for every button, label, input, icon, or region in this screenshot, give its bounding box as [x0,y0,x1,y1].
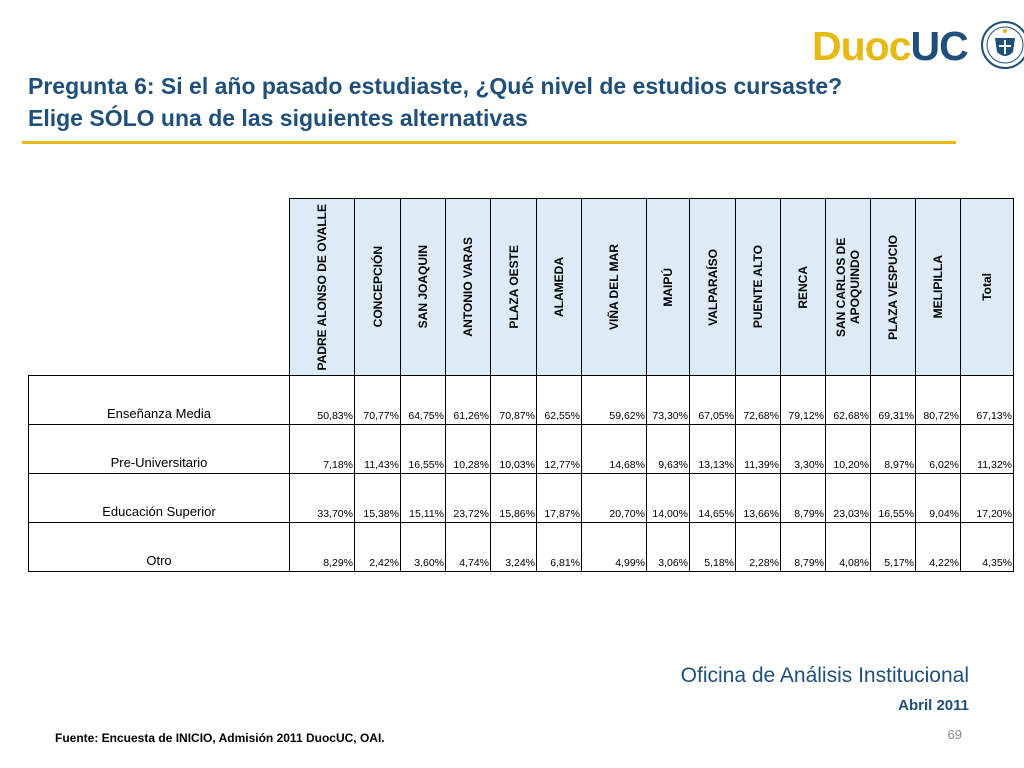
title-underline [22,141,956,144]
table-cell: 11,32% [961,425,1014,474]
table-cell: 8,79% [781,474,826,523]
table-cell: 7,18% [290,425,355,474]
table-cell: 4,35% [961,523,1014,572]
column-header: SAN CARLOS DE APOQUINDO [826,199,871,376]
table-cell: 12,77% [537,425,582,474]
logo-uc: UC [910,23,968,69]
table-cell: 5,17% [871,523,916,572]
table-cell: 62,55% [537,376,582,425]
table-cell: 15,11% [401,474,446,523]
table-cell: 3,60% [401,523,446,572]
table-cell: 5,18% [690,523,736,572]
logo-duoc: Duoc [812,23,911,69]
table-cell: 9,04% [916,474,961,523]
table-body [29,376,1014,572]
column-header: MAIPÚ [647,199,690,376]
table-cell: 73,30% [647,376,690,425]
table-cell: 16,55% [871,474,916,523]
table-cell: 2,42% [355,523,401,572]
table-cell: 4,08% [826,523,871,572]
column-header: ALAMEDA [537,199,582,376]
source-note: Fuente: Encuesta de INICIO, Admisión 2011 DuocUC, OAI. [55,731,385,745]
table-cell: 33,70% [290,474,355,523]
column-header: PUENTE ALTO [736,199,781,376]
table-row [29,523,1014,572]
duocuc-logo [812,20,1017,74]
table-cell: 8,79% [781,523,826,572]
table-cell: 64,75% [401,376,446,425]
table-cell: 17,87% [537,474,582,523]
column-header: PLAZA VESPUCIO [871,199,916,376]
table-cell: 61,26% [446,376,491,425]
table-cell: 62,68% [826,376,871,425]
table-cell: 72,68% [736,376,781,425]
table-cell: 16,55% [401,425,446,474]
title-line-2: Elige SÓLO una de las siguientes alternativas [28,105,528,131]
table-row [29,474,1014,523]
table-header-row [29,199,1014,376]
table-cell: 23,72% [446,474,491,523]
table-cell: 4,99% [582,523,647,572]
table-cell: 6,81% [537,523,582,572]
table-cell: 8,97% [871,425,916,474]
table-cell: 14,00% [647,474,690,523]
table-cell: 4,22% [916,523,961,572]
table-cell: 13,13% [690,425,736,474]
row-label: Otro [29,523,290,572]
report-date: Abril 2011 [898,697,969,714]
row-label: Enseñanza Media [29,376,290,425]
table-cell: 67,05% [690,376,736,425]
logo-wordmark [812,22,968,70]
table-cell: 3,24% [491,523,537,572]
table-cell: 10,28% [446,425,491,474]
header-blank-cell [29,199,290,376]
column-header: VALPARAÍSO [690,199,736,376]
column-header: PADRE ALONSO DE OVALLE [290,199,355,376]
table-cell: 20,70% [582,474,647,523]
table-cell: 59,62% [582,376,647,425]
results-table [28,198,1014,572]
table-cell: 15,38% [355,474,401,523]
table-cell: 67,13% [961,376,1014,425]
university-seal-icon [980,20,1024,70]
table-row [29,425,1014,474]
column-header: MELIPILLA [916,199,961,376]
table-cell: 79,12% [781,376,826,425]
table-cell: 15,86% [491,474,537,523]
table-cell: 80,72% [916,376,961,425]
column-header: Total [961,199,1014,376]
office-name: Oficina de Análisis Institucional [680,664,969,687]
table-cell: 3,06% [647,523,690,572]
table-cell: 10,03% [491,425,537,474]
table-cell: 11,39% [736,425,781,474]
table-cell: 23,03% [826,474,871,523]
column-header: PLAZA OESTE [491,199,537,376]
column-header: CONCEPCIÓN [355,199,401,376]
table-cell: 3,30% [781,425,826,474]
table-cell: 11,43% [355,425,401,474]
title-line-1: Pregunta 6: Si el año pasado estudiaste, ¿Qué nivel de estudios cursaste? [28,73,843,99]
row-label: Pre-Universitario [29,425,290,474]
table-cell: 69,31% [871,376,916,425]
table-cell: 8,29% [290,523,355,572]
table-cell: 10,20% [826,425,871,474]
column-header: ANTONIO VARAS [446,199,491,376]
table-cell: 2,28% [736,523,781,572]
row-label: Educación Superior [29,474,290,523]
table-cell: 17,20% [961,474,1014,523]
column-header: VIÑA DEL MAR [582,199,647,376]
page-title [28,70,948,134]
table-cell: 14,65% [690,474,736,523]
table-cell: 14,68% [582,425,647,474]
table-cell: 70,77% [355,376,401,425]
table-cell: 50,83% [290,376,355,425]
table-cell: 4,74% [446,523,491,572]
column-header: SAN JOAQUIN [401,199,446,376]
column-header: RENCA [781,199,826,376]
table-cell: 13,66% [736,474,781,523]
table-cell: 9,63% [647,425,690,474]
table-cell: 70,87% [491,376,537,425]
page-number: 69 [947,727,962,742]
table-row [29,376,1014,425]
table-cell: 6,02% [916,425,961,474]
